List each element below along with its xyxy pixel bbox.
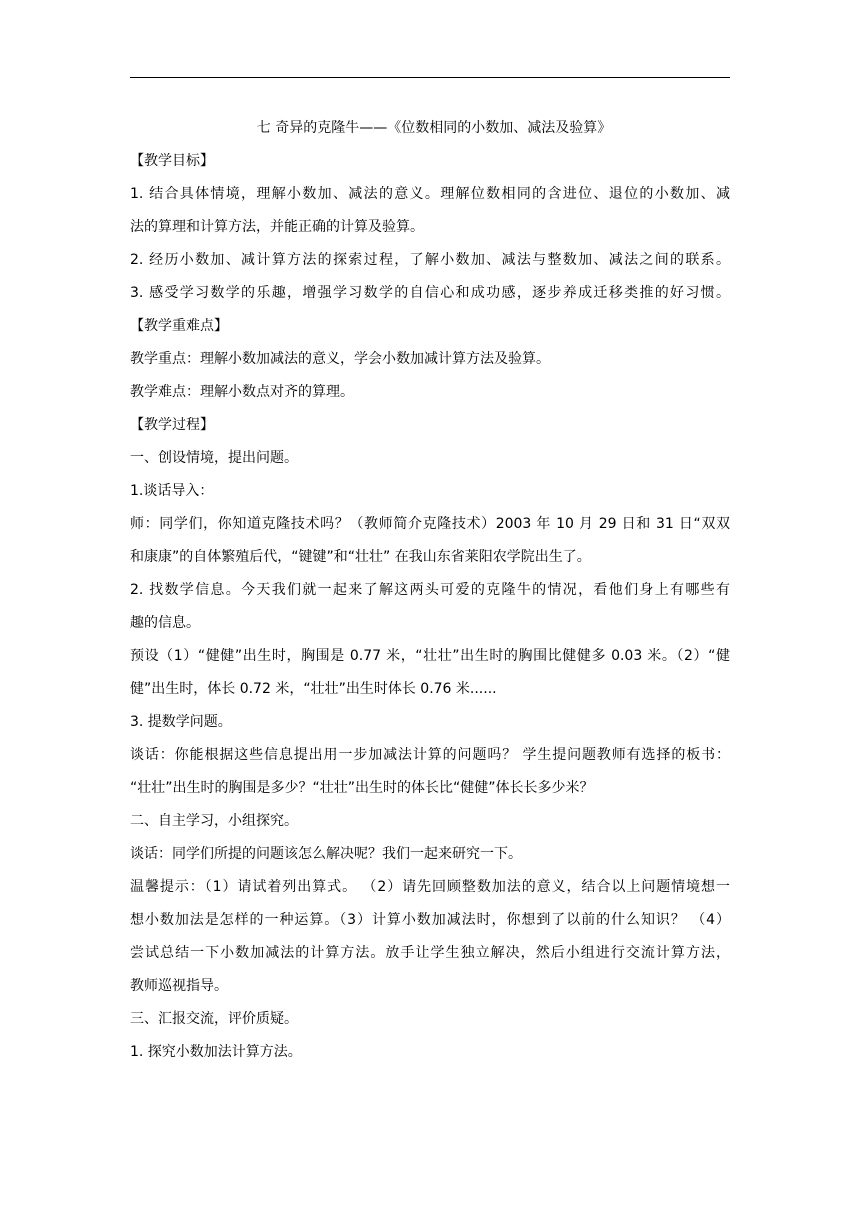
header-rule [130,77,730,78]
paragraph-line: 想小数加法是怎样的一种运算。（3）计算小数加减法时，你想到了以前的什么知识？ （4） [130,912,730,928]
paragraph-line: 1.谈话导入： [130,483,214,499]
paragraph-line: 教师巡视指导。 [130,978,228,994]
paragraph-line: 和康康”的自体繁殖后代，“键键”和“壮壮” 在我山东省莱阳农学院出生了。 [130,549,591,565]
document-title: 七 奇异的克隆牛——《位数相同的小数加、减法及验算》 [256,120,612,136]
paragraph-line: 预设（1）“健健”出生时，胸围是 0.77 米，“壮壮”出生时的胸围比健健多 0.03 米。（2）“健 [130,648,730,664]
paragraph-line: 2. 经历小数加、减计算方法的探索过程，了解小数加、减法与整数加、减法之间的联系。 [130,252,730,268]
paragraph-line: 教学重点：理解小数加减法的意义，学会小数加减计算方法及验算。 [130,351,550,367]
paragraph-line: 2. 找数学信息。今天我们就一起来了解这两头可爱的克隆牛的情况，看他们身上有哪些有 [130,582,730,598]
paragraph-line: 温馨提示：（1）请试着列出算式。 （2）请先回顾整数加法的意义，结合以上问题情境想一 [130,879,730,895]
paragraph-line: 尝试总结一下小数加减法的计算方法。放手让学生独立解决，然后小组进行交流计算方法， [130,945,730,961]
paragraph-line: 1. 结合具体情境，理解小数加、减法的意义。理解位数相同的含进位、退位的小数加、减 [130,186,730,202]
paragraph-line: 健”出生时，体长 0.72 米，“壮壮”出生时体长 0.76 米...... [130,681,497,697]
paragraph-line: 教学难点：理解小数点对齐的算理。 [130,384,354,400]
paragraph-line: 谈话：同学们所提的问题该怎么解决呢？我们一起来研究一下。 [130,846,522,862]
subsection-heading: 三、汇报交流，评价质疑。 [130,1011,298,1027]
subsection-heading: 一、创设情境，提出问题。 [130,450,298,466]
paragraph-line: 趣的信息。 [130,615,200,631]
paragraph-line: 3. 提数学问题。 [130,714,232,730]
section-heading-process: 【教学过程】 [130,417,214,433]
paragraph-line: 1. 探究小数加法计算方法。 [130,1044,302,1060]
document-body [130,112,730,1069]
section-heading-goals: 【教学目标】 [130,153,214,169]
paragraph-line: 3. 感受学习数学的乐趣，增强学习数学的自信心和成功感，逐步养成迁移类推的好习惯。 [130,285,730,301]
paragraph-line: 师：同学们，你知道克隆技术吗？（教师简介克隆技术）2003 年 10 月 29 日和 31 日“双双 [130,516,730,532]
paragraph-line: “壮壮”出生时的胸围是多少？“壮壮”出生时的体长比“健健”体长长多少米？ [130,780,594,796]
subsection-heading: 二、自主学习，小组探究。 [130,813,298,829]
paragraph-line: 谈话：你能根据这些信息提出用一步加减法计算的问题吗？ 学生提问题教师有选择的板书： [130,747,730,763]
section-heading-key-points: 【教学重难点】 [130,318,228,334]
paragraph-line: 法的算理和计算方法，并能正确的计算及验算。 [130,219,424,235]
